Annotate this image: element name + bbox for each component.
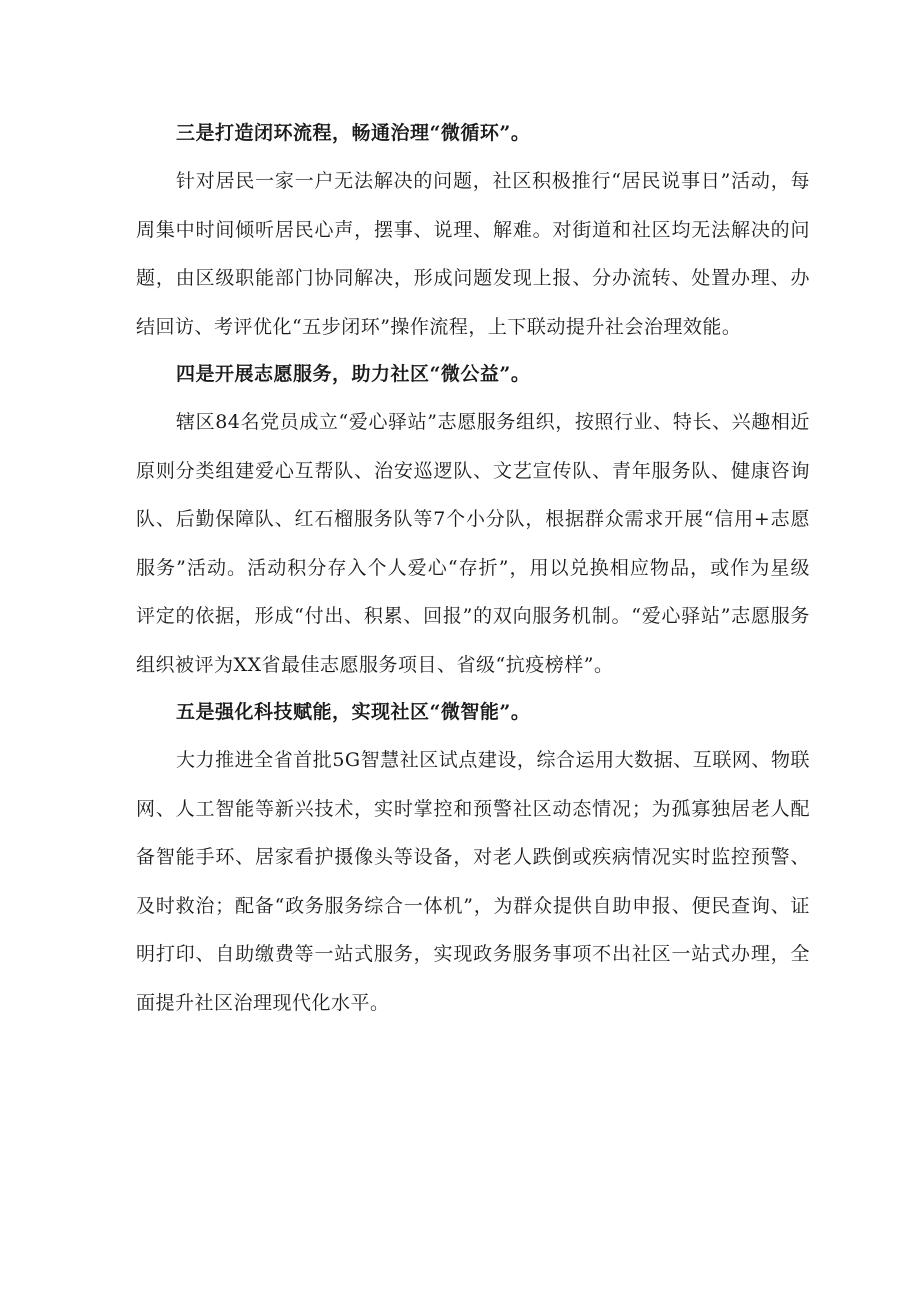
section-paragraph: 辖区84名党员成立“爱心驿站”志愿服务组织，按照行业、特长、兴趣相近原则分类组建爱心互帮队、治安巡逻队、文艺宣传队、青年服务队、健康咨询队、后勤保障队、红石榴服务队等7个小分队，根据群众需求开展“信用+志愿服务”活动。活动积分存入个人爱心“存折”，用以兑换相应物品，或作为星级评定的依据，形成“付出、积累、回报”的双向服务机制。“爱心驿站”志愿服务组织被评为XX省最佳志愿服务项目、省级“抗疫榜样”。 [136,411,810,676]
document-page [136,110,810,1027]
section-heading: 三是打造闭环流程，畅通治理“微循环”。 [176,122,531,144]
section-paragraph: 针对居民一家一户无法解决的问题，社区积极推行“居民说事日”活动，每周集中时间倾听居民心声，摆事、说理、解难。对街道和社区均无法解决的问题，由区级职能部门协同解决，形成问题发现上报、分办流转、处置办理、办结回访、考评优化“五步闭环”操作流程，上下联动提升社会治理效能。 [136,170,810,338]
section-paragraph: 大力推进全省首批5G智慧社区试点建设，综合运用大数据、互联网、物联网、人工智能等新兴技术，实时掌控和预警社区动态情况；为孤寡独居老人配备智能手环、居家看护摄像头等设备，对老人跌倒或疾病情况实时监控预警、及时救治；配备“政务服务综合一体机”，为群众提供自助申报、便民查询、证明打印、自助缴费等一站式服务，实现政务服务事项不出社区一站式办理，全面提升社区治理现代化水平。 [136,749,810,1014]
section-heading: 四是开展志愿服务，助力社区“微公益”。 [176,363,531,385]
section-volunteer-service [136,351,810,689]
section-tech-empowerment [136,689,810,1027]
section-closed-loop [136,110,810,351]
section-heading: 五是强化科技赋能，实现社区“微智能”。 [176,701,531,723]
